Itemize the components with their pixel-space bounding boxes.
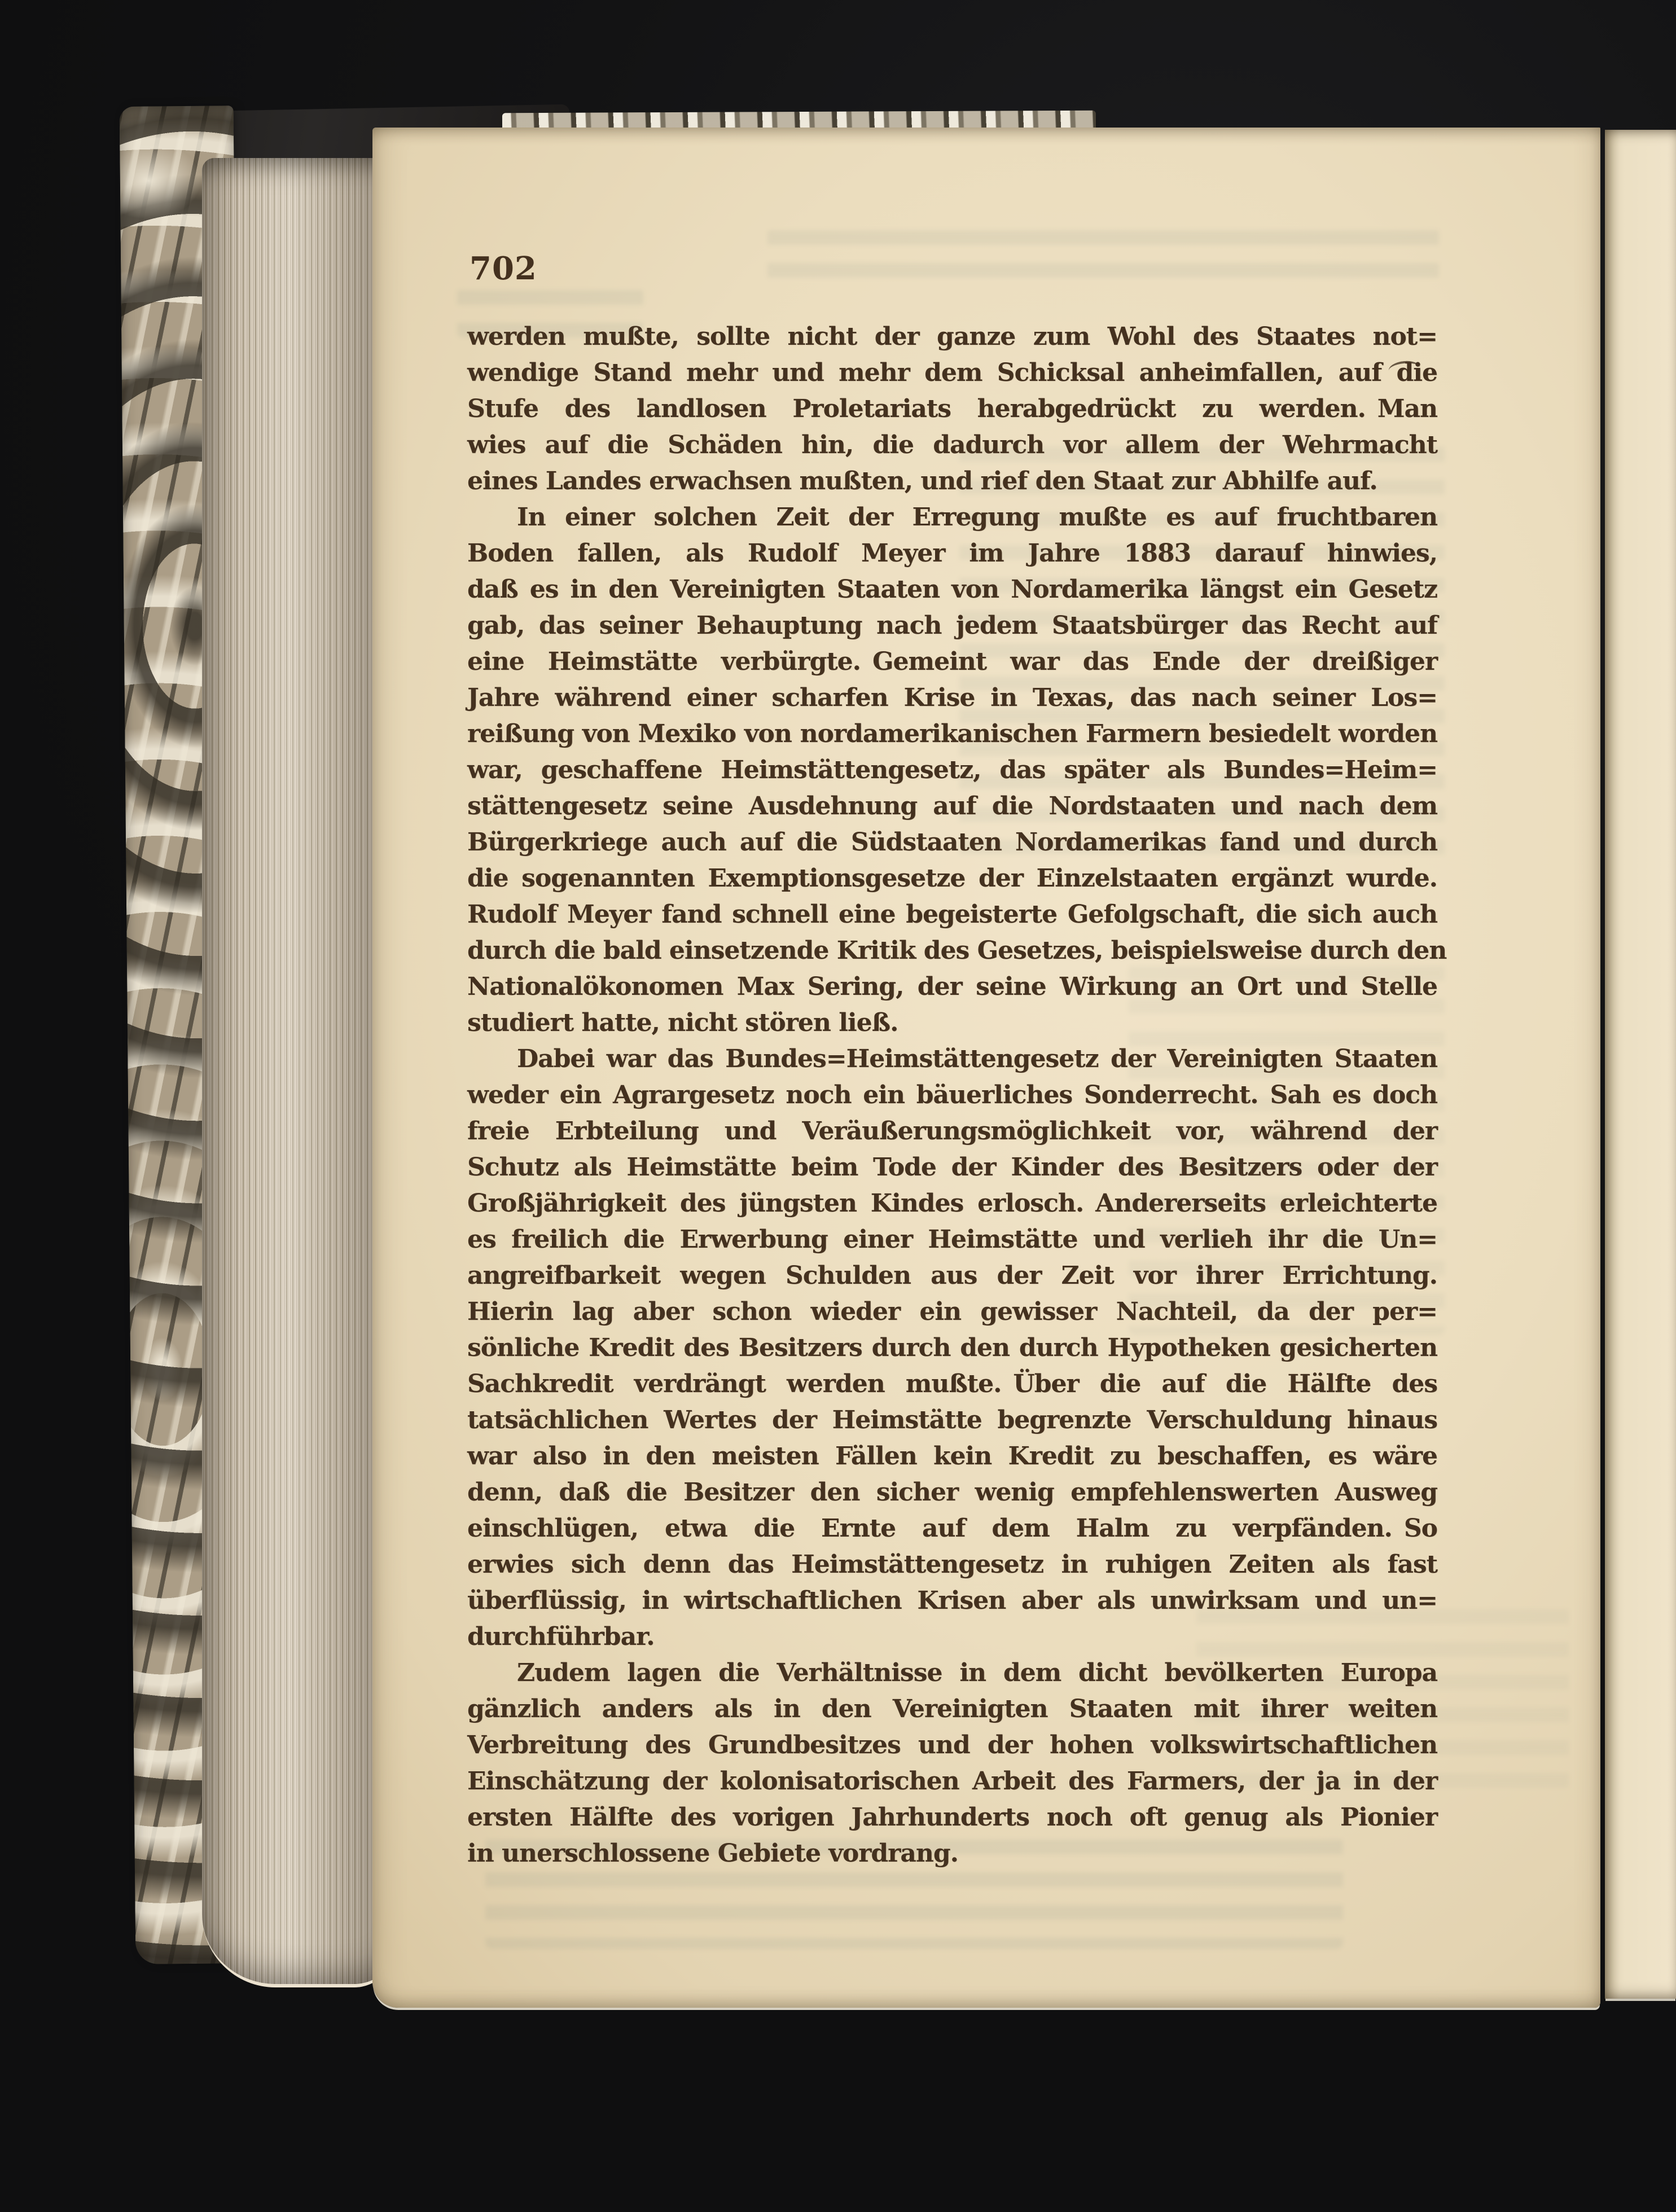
text-line: wendige Stand mehr und mehr dem Schicksal anheimfallen, auf die	[467, 358, 1437, 387]
paragraph	[467, 499, 1447, 1041]
text-line: werden mußte, sollte nicht der ganze zum Wohl des Staates not=	[467, 322, 1437, 351]
page-stack-fore-edge	[202, 158, 394, 1987]
book-page	[372, 128, 1600, 2008]
text-line: es freilich die Erwerbung einer Heimstätte und verlieh ihr die Un=	[467, 1225, 1437, 1254]
paragraph	[467, 1041, 1437, 1655]
text-line: durchführbar.	[467, 1622, 655, 1651]
text-line: gänzlich anders als in den Vereinigten Staaten mit ihrer weiten	[467, 1695, 1437, 1723]
text-line: daß es in den Vereinigten Staaten von Nordamerika längst ein Gesetz	[467, 575, 1437, 604]
text-line: Rudolf Meyer fand schnell eine begeisterte Gefolgschaft, die sich auch	[467, 900, 1437, 929]
text-line: Hierin lag aber schon wieder ein gewisser Nachteil, da der per=	[467, 1297, 1437, 1326]
text-line: Boden fallen, als Rudolf Meyer im Jahre 1883 darauf hinwies,	[467, 539, 1437, 568]
text-line: eine Heimstätte verbürgte. Gemeint war das Ende der dreißiger	[467, 647, 1437, 676]
paragraph	[467, 1655, 1437, 1872]
text-line: Dabei war das Bundes=Heimstättengesetz der Vereinigten Staaten	[517, 1044, 1437, 1073]
text-line: gab, das seiner Behauptung nach jedem Staatsbürger das Recht auf	[467, 611, 1437, 640]
text-line: Jahre während einer scharfen Krise in Texas, das nach seiner Los=	[467, 683, 1437, 712]
text-line: sönliche Kredit des Besitzers durch den durch Hypotheken gesicherten	[467, 1333, 1437, 1362]
text-line: durch die bald einsetzende Kritik des Gesetzes, beispielsweise durch den	[467, 936, 1447, 965]
facing-page-edge	[1605, 130, 1676, 1999]
text-line: überflüssig, in wirtschaftlichen Krisen aber als unwirksam und un=	[467, 1586, 1437, 1615]
text-line: erwies sich denn das Heimstättengesetz in ruhigen Zeiten als fast	[467, 1550, 1437, 1579]
text-line: eines Landes erwachsen mußten, und rief den Staat zur Abhilfe auf.	[467, 467, 1377, 495]
text-line: reißung von Mexiko von nordamerikanischen Farmern besiedelt worden	[467, 719, 1437, 748]
text-line: einschlügen, etwa die Ernte auf dem Halm zu verpfänden. So	[467, 1514, 1437, 1543]
text-line: war, geschaffene Heimstättengesetz, das später als Bundes=Heim=	[467, 756, 1437, 784]
text-line: freie Erbteilung und Veräußerungsmöglichkeit vor, während der	[467, 1117, 1437, 1146]
text-line: Einschätzung der kolonisatorischen Arbeit des Farmers, der ja in der	[467, 1767, 1437, 1796]
text-line: Zudem lagen die Verhältnisse in dem dicht bevölkerten Europa	[517, 1658, 1437, 1687]
text-line: studiert hatte, nicht stören ließ.	[467, 1008, 898, 1037]
text-line: war also in den meisten Fällen kein Kredit zu beschaffen, es wäre	[467, 1442, 1437, 1471]
text-line: Verbreitung des Grundbesitzes und der hohen volkswirtschaftlichen	[467, 1731, 1437, 1759]
text-line: Schutz als Heimstätte beim Tode der Kinder des Besitzers oder der	[467, 1153, 1437, 1182]
text-line: In einer solchen Zeit der Erregung mußte es auf fruchtbaren	[517, 503, 1437, 532]
text-line: denn, daß die Besitzer den sicher wenig empfehlenswerten Ausweg	[467, 1478, 1437, 1507]
page-number: 702	[470, 250, 537, 287]
text-line: Großjährigkeit des jüngsten Kindes erlosch. Andererseits erleichterte	[467, 1189, 1437, 1218]
bleedthrough-ghost	[767, 227, 1439, 289]
text-line: weder ein Agrargesetz noch ein bäuerliches Sonderrecht. Sah es doch	[467, 1081, 1437, 1109]
text-line: Nationalökonomen Max Sering, der seine Wirkung an Ort und Stelle	[467, 972, 1437, 1001]
page-text	[467, 319, 1447, 1872]
text-line: stättengesetz seine Ausdehnung auf die Nordstaaten und nach dem	[467, 792, 1437, 820]
text-line: Bürgerkriege auch auf die Südstaaten Nordamerikas fand und durch	[467, 828, 1437, 857]
text-line: ersten Hälfte des vorigen Jahrhunderts noch oft genug als Pionier	[467, 1803, 1437, 1832]
text-line: Sachkredit verdrängt werden mußte. Über die auf die Hälfte des	[467, 1370, 1437, 1398]
text-line: angreifbarkeit wegen Schulden aus der Zeit vor ihrer Errichtung.	[467, 1261, 1437, 1290]
text-line: die sogenannten Exemptionsgesetze der Einzelstaaten ergänzt wurde.	[467, 864, 1437, 893]
paragraph	[467, 319, 1437, 499]
text-line: Stufe des landlosen Proletariats herabgedrückt zu werden. Man	[467, 394, 1437, 423]
text-line: tatsächlichen Wertes der Heimstätte begrenzte Verschuldung hinaus	[467, 1406, 1437, 1434]
text-line: wies auf die Schäden hin, die dadurch vor allem der Wehrmacht	[467, 431, 1437, 459]
text-line: in unerschlossene Gebiete vordrang.	[467, 1839, 958, 1868]
